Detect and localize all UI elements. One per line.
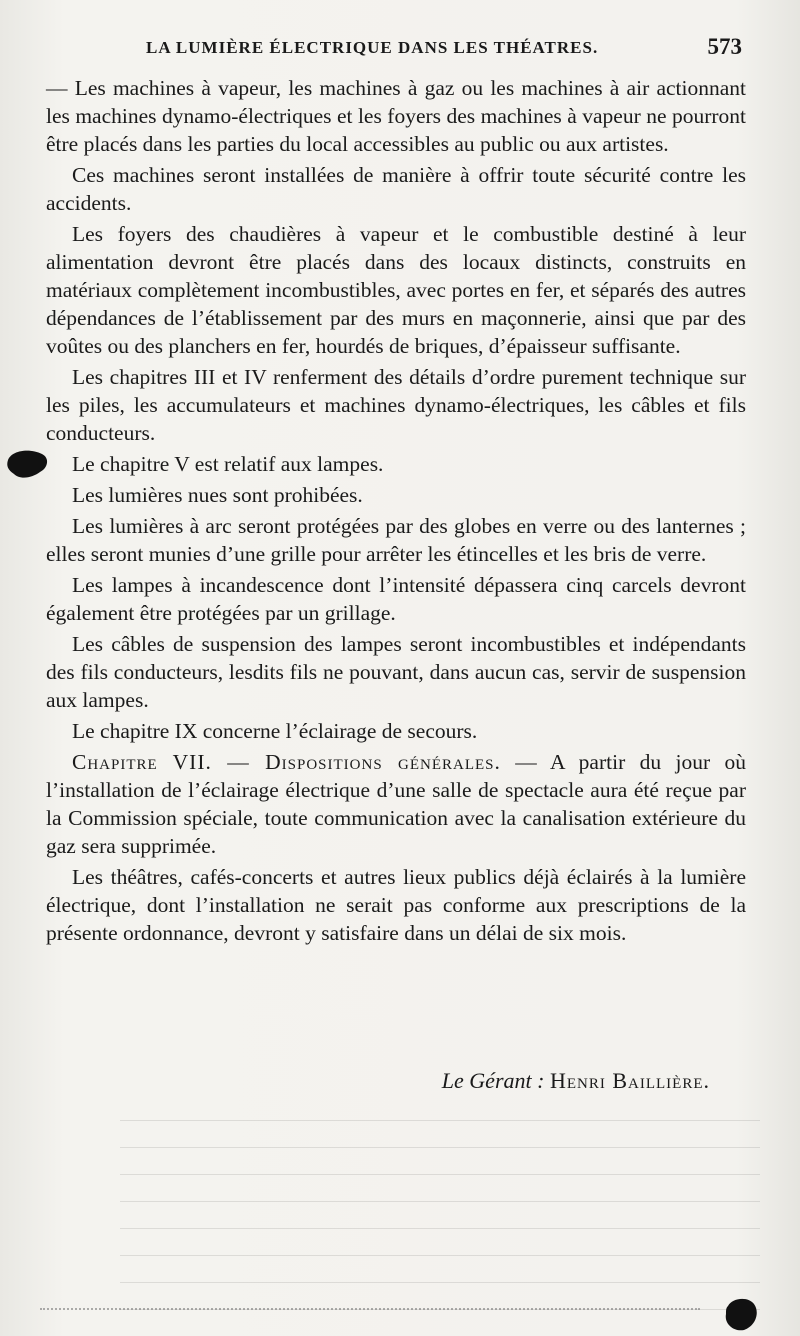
paragraph: Les chapitres III et IV renferment des détails d’ordre purement technique sur les piles, les accumulateurs et machines dynamo-électriques, les câbles et fils conducteurs. [46,365,746,445]
page-number: 573 [707,34,742,59]
paragraph: Les théâtres, cafés-concerts et autres lieux publics déjà éclairés à la lumière électrique, dont l’installation ne serait pas conforme aux prescriptions de la présente ordonnance, devront y satisfaire dans un délai de six mois. [46,865,746,945]
page-header [46,36,746,66]
paragraph: Les foyers des chaudières à vapeur et le combustible destiné à leur alimentation devront être placés dans des locaux distincts, construits en matériaux complètement incombustibles, avec portes en fer, et séparés des autres dépendances de l’établissement par des murs en maçonnerie, ainsi que par des voûtes ou des planchers en fer, hourdés de briques, d’épaisseur suffisante. [46,222,746,358]
running-title: LA LUMIÈRE ÉLECTRIQUE DANS LES THÉATRES. [146,38,599,57]
signature-role: Le Gérant : [441,1068,545,1093]
ink-blot-icon [6,446,50,480]
paragraph: Les lumières à arc seront protégées par des globes en verre ou des lanternes ; elles seront munies d’une grille pour arrêter les étincelles et les bris de verre. [46,514,746,566]
chapter-paragraph [46,748,746,860]
paragraph: Les câbles de suspension des lampes seront incombustibles et indépendants des fils conducteurs, lesdits fils ne pouvant, dans aucun cas, servir de suspension aux lampes. [46,632,746,712]
ink-blot-icon [722,1296,758,1332]
bottom-rule [40,1308,700,1312]
paragraph: Les lampes à incandescence dont l’intensité dépassera cinq carcels devront également être protégées par un grillage. [46,573,746,625]
paragraph: — Les machines à vapeur, les machines à gaz ou les machines à air actionnant les machines dynamo-électriques et les foyers des machines à vapeur ne pourront être placés dans les parties du local accessibles au public ou aux artistes. [46,76,746,156]
body-text [46,74,746,950]
paragraph: Le chapitre IX concerne l’éclairage de secours. [72,719,478,743]
paragraph: Le chapitre V est relatif aux lampes. [72,452,384,476]
paragraph: Ces machines seront installées de manière à offrir toute sécurité contre les accidents. [46,163,746,215]
show-through-text [120,1110,760,1310]
paragraph: Les lumières nues sont prohibées. [72,483,363,507]
chapter-text: — A partir du jour où l’installation de l’éclairage électrique d’une salle de spectacle aura été reçue par la Commission spéciale, toute communication avec la canalisation extérieure du gaz sera supprimée. [46,750,746,858]
signature-name: Henri Baillière. [549,1068,710,1093]
signature [442,1068,710,1094]
chapter-heading: Chapitre VII. — Dispositions générales. [72,750,501,774]
